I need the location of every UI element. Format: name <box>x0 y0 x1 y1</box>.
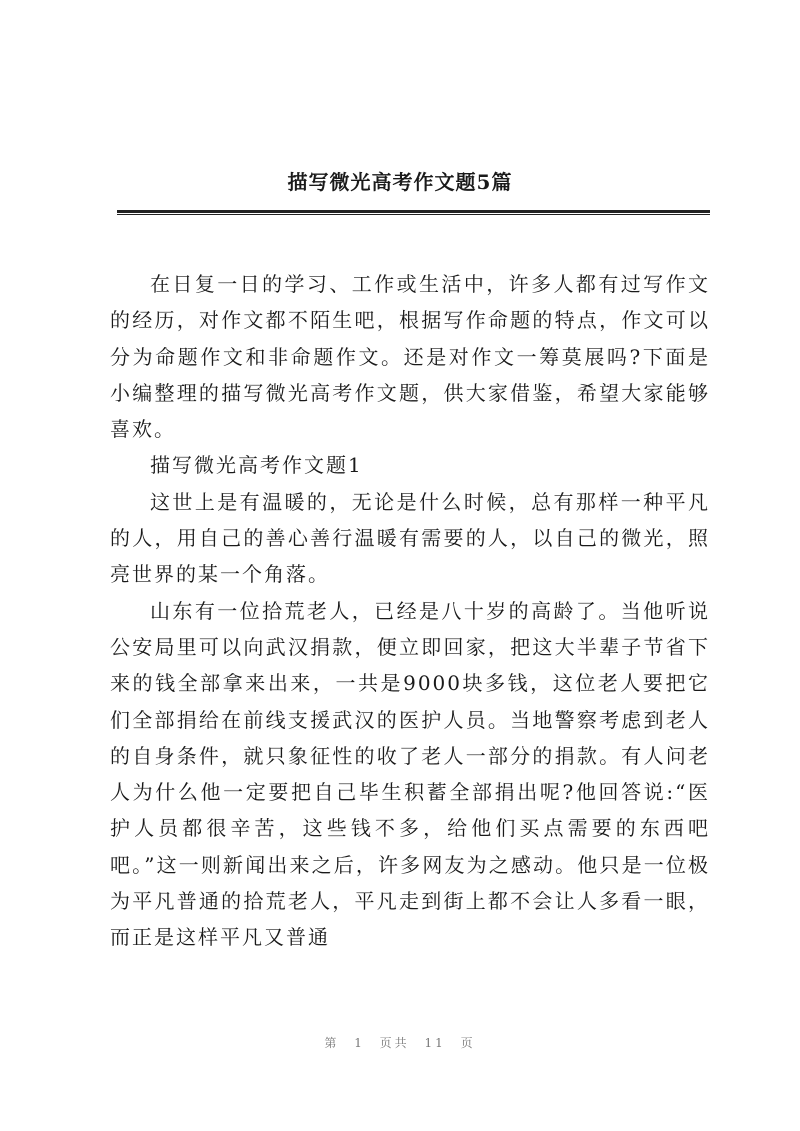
footer-suffix: 页 <box>460 1036 476 1050</box>
document-body <box>110 266 710 956</box>
intro-paragraph: 在日复一日的学习、工作或生活中，许多人都有过写作文的经历，对作文都不陌生吧，根据写作命题的特点，作文可以分为命题作文和非命题作文。还是对作文一筹莫展吗?下面是小编整理的描写微光高考作文题，供大家借鉴，希望大家能够喜欢。 <box>110 272 710 442</box>
footer-page-number: 1 <box>354 1036 365 1050</box>
section-heading: 描写微光高考作文题1 <box>150 453 363 478</box>
body-paragraph: 这世上是有温暖的，无论是什么时候，总有那样一种平凡的人，用自己的善心善行温暖有需要的人，以自己的微光，照亮世界的某一个角落。 <box>110 489 710 587</box>
page-title: 描写微光高考作文题5篇 <box>287 170 513 194</box>
body-paragraph: 山东有一位拾荒老人，已经是八十岁的高龄了。当他听说公安局里可以向武汉捐款，便立即回家，把这大半辈子节省下来的钱全部拿来出来，一共是9000块多钱，这位老人要把它们全部捐给在前线支援武汉的医护人员。当地警察考虑到老人的自身条件，就只象征性的收了老人一部分的捐款。有人问老人为什么他一定要把自己毕生积蓄全部捐出呢?他回答说:“医护人员都很辛苦，这些钱不多，给他们买点需要的东西吧吧。”这一则新闻出来之后，许多网友为之感动。他只是一位极为平凡普通的拾荒老人，平凡走到街上都不会让人多看一眼，而正是这样平凡又普通 <box>110 598 710 950</box>
footer-total-pages: 11 <box>424 1036 446 1050</box>
page-footer <box>0 1034 800 1051</box>
footer-middle: 页共 <box>379 1036 410 1050</box>
footer-prefix: 第 <box>324 1036 340 1050</box>
title-divider <box>117 210 710 215</box>
